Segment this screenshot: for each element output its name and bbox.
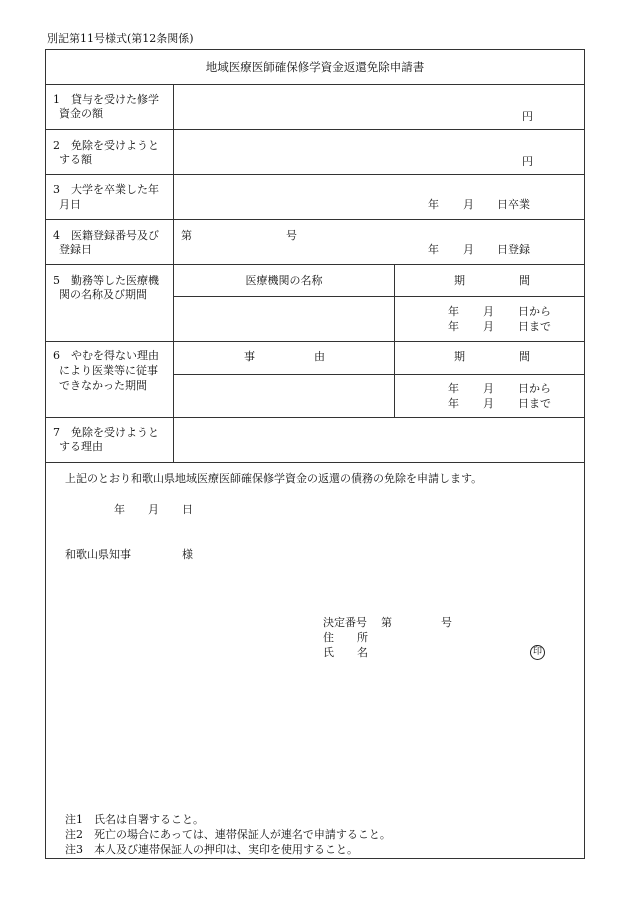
column-header-reason-char: 事 — [244, 350, 255, 363]
date-year-unit: 年 — [448, 305, 459, 318]
field-label: できなかった期間 — [59, 379, 147, 392]
row-divider — [45, 84, 585, 85]
column-header-period-char: 間 — [519, 350, 530, 363]
currency-unit: 円 — [522, 110, 533, 123]
subrow-divider — [173, 296, 585, 297]
date-day-unit: 日卒業 — [497, 198, 530, 211]
honorific: 様 — [182, 548, 193, 561]
label-column-divider — [173, 84, 174, 462]
form-title: 地域医療医師確保修学資金返還免除申請書 — [205, 60, 425, 74]
period-from-label: 日から — [518, 382, 551, 395]
decision-number-label: 決定番号 — [323, 616, 367, 629]
date-month-unit: 月 — [463, 198, 474, 211]
column-header-facility-name: 医療機関の名称 — [245, 274, 323, 287]
field-label: 5 勤務等した医療機 — [53, 274, 159, 287]
note: 注2 死亡の場合にあっては、連帯保証人が連名で申請すること。 — [65, 828, 391, 841]
frame-right-border — [584, 49, 585, 859]
date-day-unit: 日 — [182, 503, 193, 516]
date-day-unit: 日登録 — [497, 243, 530, 256]
field-label: 月日 — [59, 198, 81, 211]
row-divider — [45, 341, 585, 342]
row-divider — [45, 219, 585, 220]
field-label: 1 貸与を受けた修学 — [53, 93, 159, 106]
name-label-char: 名 — [357, 646, 368, 659]
period-from-label: 日から — [518, 305, 551, 318]
declaration-text: 上記のとおり和歌山県地域医療医師確保修学資金の返還の債務の免除を申請します。 — [65, 472, 483, 485]
decision-number-prefix: 第 — [381, 616, 392, 629]
form-number: 別記第11号様式(第12条関係) — [47, 32, 194, 45]
column-header-period-char: 期 — [454, 274, 465, 287]
registration-number-prefix: 第 — [181, 229, 192, 242]
field-label: 登録日 — [59, 243, 92, 256]
row-divider — [45, 264, 585, 265]
currency-unit: 円 — [522, 155, 533, 168]
column-header-period-char: 間 — [519, 274, 530, 287]
date-month-unit: 月 — [463, 243, 474, 256]
field-label: により医業等に従事 — [59, 364, 158, 377]
date-year-unit: 年 — [428, 243, 439, 256]
period-to-label: 日まで — [518, 320, 551, 333]
frame-bottom-border — [45, 858, 585, 859]
date-year-unit: 年 — [114, 503, 125, 516]
field-label: する理由 — [59, 440, 103, 453]
date-year-unit: 年 — [448, 382, 459, 395]
addressee: 和歌山県知事 — [65, 548, 131, 561]
row-divider — [45, 417, 585, 418]
name-label-char: 氏 — [323, 646, 334, 659]
row-divider — [45, 129, 585, 130]
period-to-label: 日まで — [518, 397, 551, 410]
note: 注3 本人及び連帯保証人の押印は、実印を使用すること。 — [65, 843, 358, 856]
decision-number-suffix: 号 — [441, 616, 452, 629]
registration-number-suffix: 号 — [286, 229, 297, 242]
frame-left-border — [45, 49, 46, 859]
date-month-unit: 月 — [483, 320, 494, 333]
date-month-unit: 月 — [483, 382, 494, 395]
address-label-char: 所 — [357, 631, 368, 644]
field-label: 4 医籍登録番号及び — [53, 229, 159, 242]
subrow-divider — [173, 374, 585, 375]
column-header-period-char: 期 — [454, 350, 465, 363]
date-year-unit: 年 — [448, 397, 459, 410]
field-label: 関の名称及び期間 — [59, 288, 147, 301]
address-label-char: 住 — [323, 631, 334, 644]
date-month-unit: 月 — [148, 503, 159, 516]
date-year-unit: 年 — [448, 320, 459, 333]
seal-mark-icon: 印 — [530, 645, 545, 660]
period-column-divider — [394, 264, 395, 417]
column-header-reason-char: 由 — [314, 350, 325, 363]
field-label: する額 — [59, 153, 92, 166]
date-year-unit: 年 — [428, 198, 439, 211]
date-month-unit: 月 — [483, 397, 494, 410]
row-divider — [45, 174, 585, 175]
field-label: 2 免除を受けようと — [53, 139, 159, 152]
field-label: 7 免除を受けようと — [53, 426, 159, 439]
field-label: 資金の額 — [59, 107, 103, 120]
field-label: 3 大学を卒業した年 — [53, 183, 159, 196]
frame-top-border — [45, 49, 585, 50]
note: 注1 氏名は自署すること。 — [65, 813, 204, 826]
date-month-unit: 月 — [483, 305, 494, 318]
field-label: 6 やむを得ない理由 — [53, 349, 159, 362]
row-divider — [45, 462, 585, 463]
